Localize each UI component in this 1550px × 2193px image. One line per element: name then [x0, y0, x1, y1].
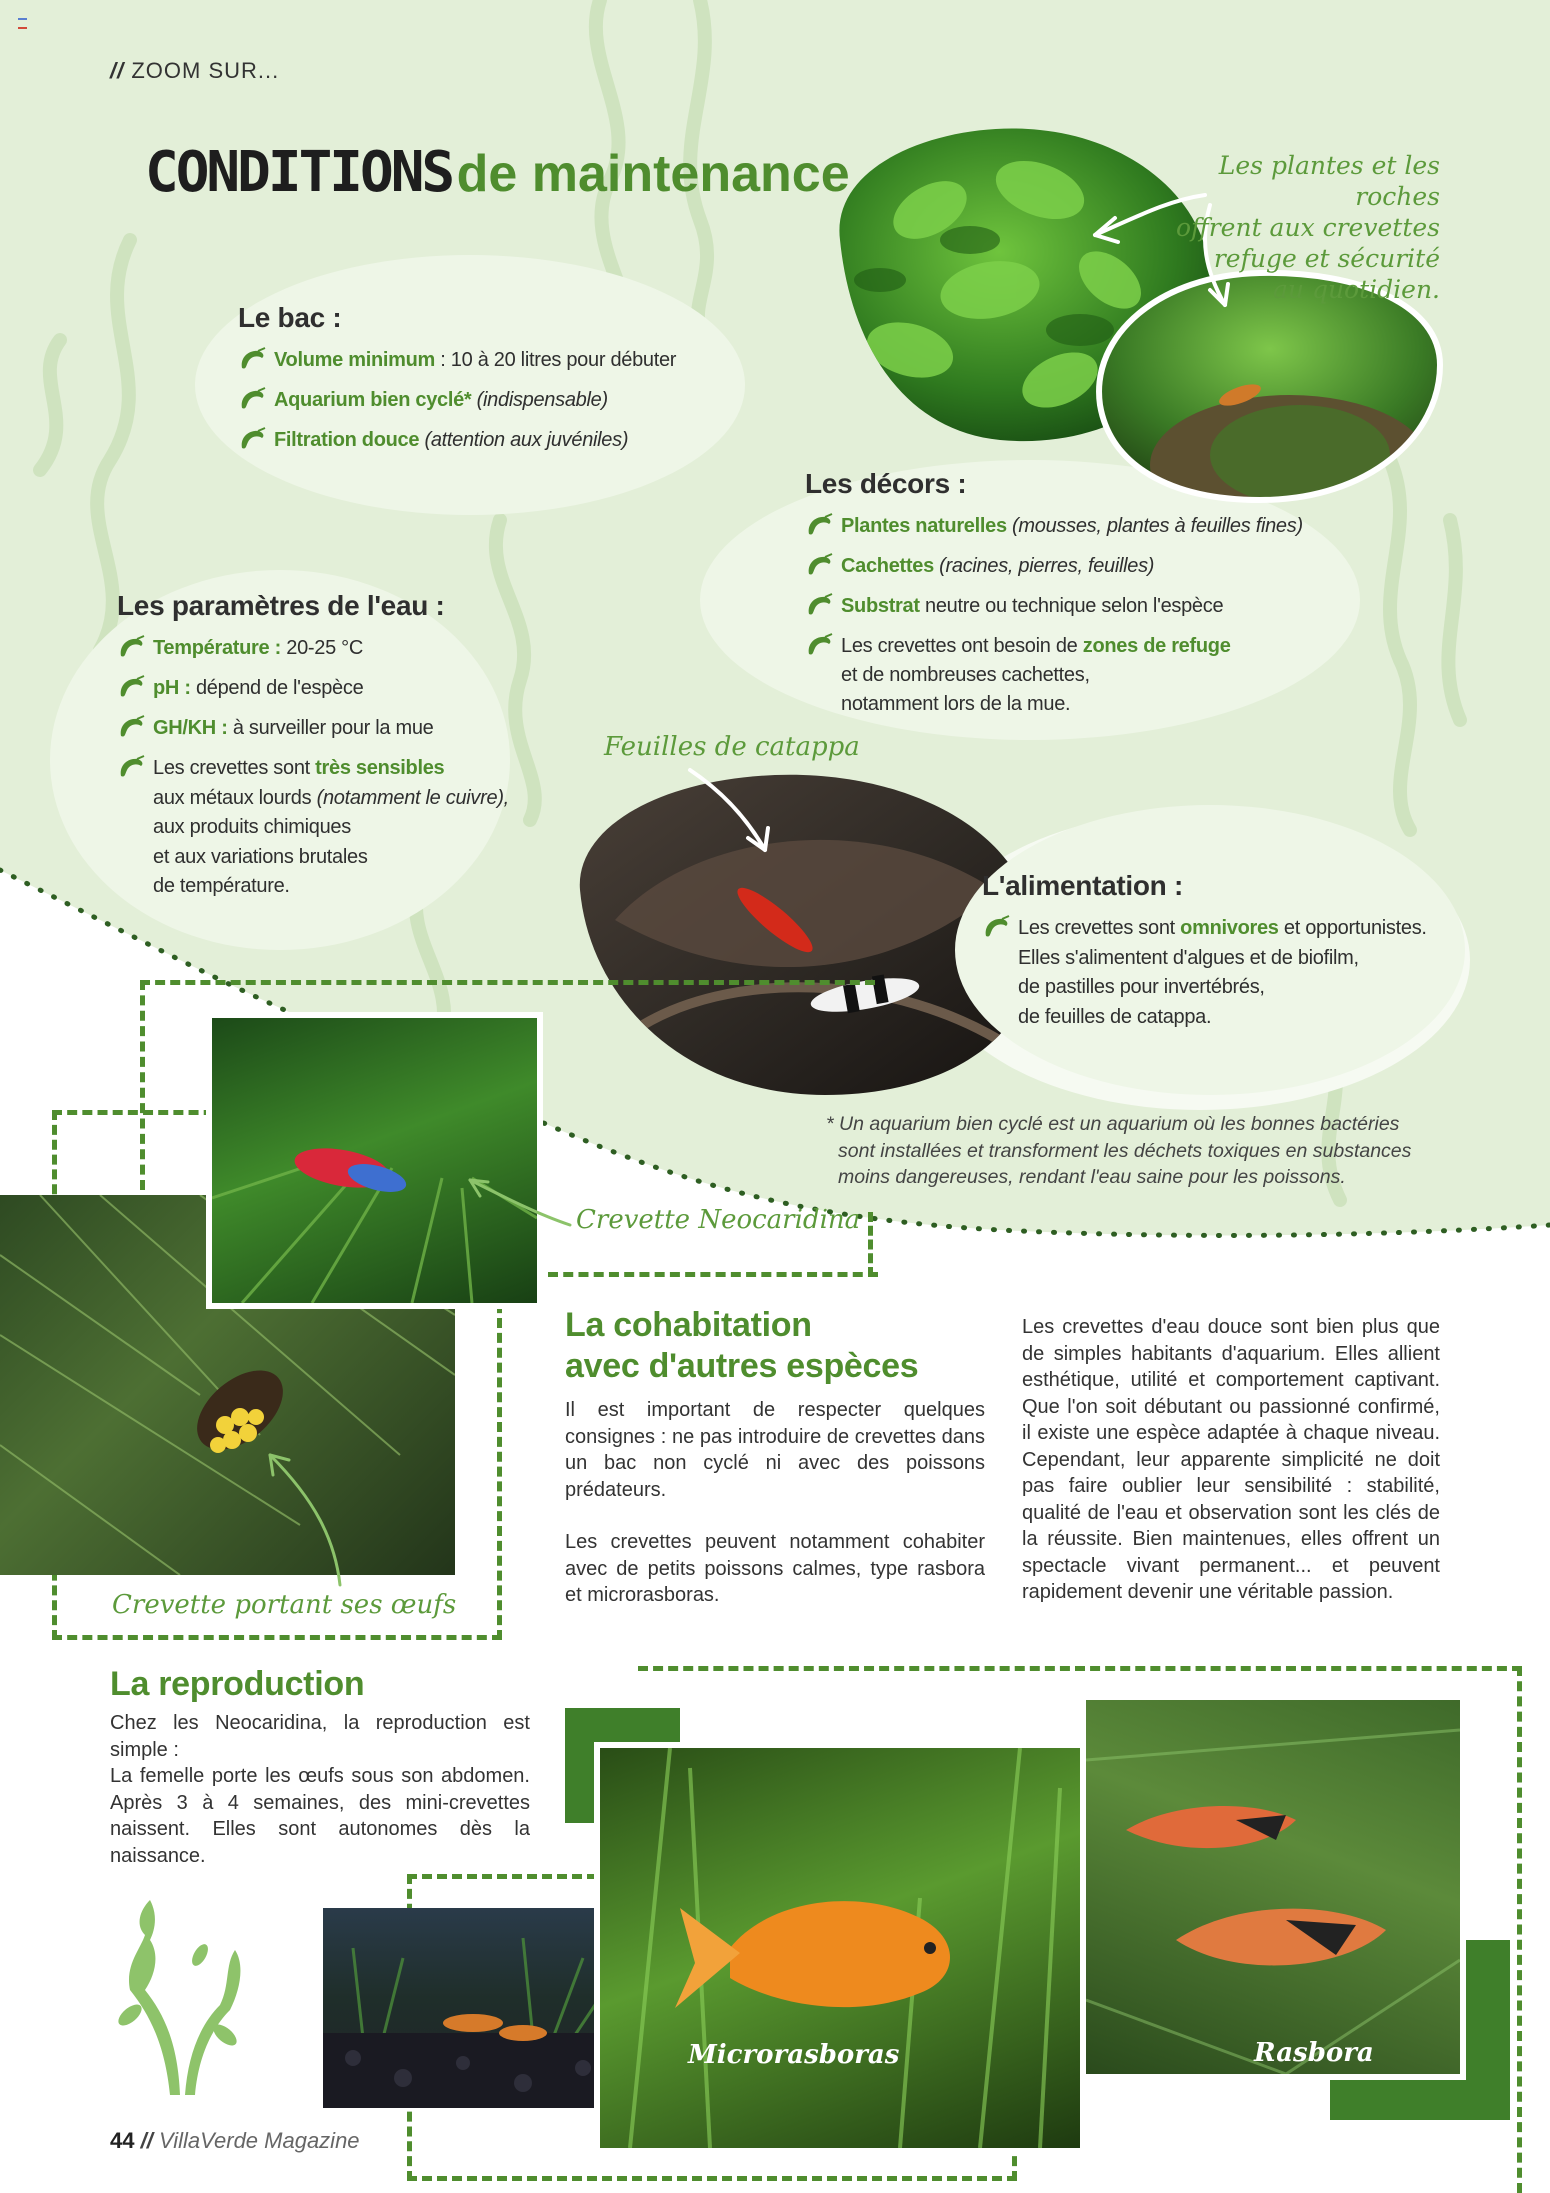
corner-mark	[18, 18, 27, 29]
dashed-frame	[868, 1212, 873, 1277]
bac-item-text: : 10 à 20 litres pour débuter	[435, 349, 677, 371]
eau-item	[117, 634, 577, 662]
footnote-line: moins dangereuses, rendant l'eau saine pour les poissons.	[838, 1166, 1346, 1188]
decors-item	[805, 592, 1365, 620]
plants-caption-line: Les plantes et les roches	[1218, 151, 1440, 211]
shrimp-icon	[238, 426, 266, 454]
shrimp-icon	[238, 346, 266, 374]
shrimp-icon	[117, 634, 145, 662]
decors-item-text: neutre ou technique selon l'espèce	[919, 595, 1224, 617]
eau-item-text: à surveiller pour la mue	[227, 717, 434, 739]
eau-item-text: 20-25 °C	[281, 637, 364, 659]
bac-item	[238, 426, 738, 454]
eau-note-line: de température.	[153, 875, 290, 897]
decors-item-text: (racines, pierres, feuilles)	[933, 555, 1155, 577]
catappa-arrow	[680, 760, 790, 870]
decors-item-label: Substrat	[841, 595, 920, 617]
decors-note-line: et de nombreuses cachettes,	[841, 664, 1090, 686]
plants-caption	[1150, 150, 1440, 305]
rasbora-photo-art	[1086, 1700, 1460, 2074]
page-title-part2: de maintenance	[456, 145, 850, 203]
decors-heading: Les décors :	[805, 468, 967, 499]
shrimp-icon	[117, 674, 145, 702]
rasbora-photo	[1086, 1700, 1460, 2074]
catappa-caption: Feuilles de catappa	[604, 732, 860, 762]
header-section-label: ZOOM SUR...	[131, 58, 280, 83]
shrimp-icon	[805, 552, 833, 580]
alimentation-line: Elles s'alimentent d'algues et de biofilm,	[1018, 946, 1359, 969]
neocaridina-caption: Crevette Neocaridina	[576, 1205, 861, 1235]
eau-note-label: très sensibles	[315, 757, 445, 779]
decors-item	[805, 552, 1365, 580]
reproduction-paragraph: La femelle porte les œufs sous son abdomen. Après 3 à 4 semaines, des mini-crevettes naissent. Elles sont autonomes dès la naissance.	[110, 1765, 530, 1867]
header-slashes: //	[110, 58, 125, 83]
decors-note-label: zones de refuge	[1082, 635, 1231, 657]
bac-heading: Le bac :	[238, 302, 342, 333]
shrimp-gravel-photo	[323, 1908, 631, 2108]
plants-caption-line: au quotidien.	[1273, 275, 1440, 304]
shrimp-icon	[117, 714, 145, 742]
cohabitation-paragraph: Les crevettes peuvent notamment cohabiter avec de petits poissons calmes, type rasbora et microrasboras.	[565, 1531, 985, 1606]
decors-section	[805, 468, 1365, 731]
decors-item-text: (mousses, plantes à feuilles fines)	[1006, 515, 1303, 537]
cohabitation-title	[565, 1305, 985, 1387]
seaweed-icon	[110, 1895, 250, 2095]
conclusion-paragraph: Les crevettes d'eau douce sont bien plus que de simples habitants d'aquarium. Elles allient esthétique, utilité et comportement captivant. Que l'on soit débutant ou passionné confirmé, il existe une espèce adaptée à chaque niveau. Cependant, leur apparente simplicité ne doit pas faire oublier leur sensibilité : stabilité, qualité de l'eau et observation sont les clés de la réussite. Bien maintenues, elles offrent un spectacle vivant permanent... et peuvent rapidement devenir une véritable passion.	[1022, 1316, 1440, 1603]
neocaridina-photo	[212, 1018, 537, 1303]
eau-note-pre: Les crevettes sont	[153, 757, 316, 779]
plants-caption-line: offrent aux crevettes	[1175, 213, 1440, 242]
eggs-arrow	[255, 1440, 355, 1590]
dashed-frame	[1517, 1666, 1522, 2193]
cohabitation-section	[565, 1305, 985, 1609]
alimentation-line: de feuilles de catappa.	[1018, 1005, 1212, 1028]
footnote-line: sont installées et transforment les déchets toxiques en substances	[838, 1139, 1412, 1162]
bac-item-label: Aquarium bien cyclé*	[274, 389, 472, 411]
eau-note-line: et aux variations brutales	[153, 845, 368, 868]
shrimp-icon	[805, 512, 833, 540]
eau-note	[117, 754, 577, 902]
eau-item	[117, 674, 577, 702]
alimentation-item	[982, 914, 1462, 1032]
page-footer	[110, 2128, 360, 2154]
reproduction-section	[110, 1665, 530, 1869]
alimentation-post: et opportunistes.	[1278, 917, 1427, 939]
neocaridina-photo-art	[212, 1018, 537, 1303]
bac-item-label: Volume minimum	[274, 349, 436, 371]
decors-note-line: notamment lors de la mue.	[841, 693, 1071, 715]
page-number: 44	[110, 2128, 135, 2153]
eau-note-line: aux métaux lourds	[153, 786, 317, 809]
shrimp-gravel-photo-art	[323, 1908, 631, 2108]
alimentation-label: omnivores	[1180, 917, 1279, 939]
page-title-part1: CONDITIONS	[145, 140, 453, 205]
decors-note-pre: Les crevettes ont besoin de	[841, 635, 1083, 657]
eau-item	[117, 714, 577, 742]
shrimp-icon	[982, 914, 1010, 942]
bac-item	[238, 346, 738, 374]
alimentation-heading: L'alimentation :	[982, 870, 1183, 901]
decors-item	[805, 512, 1365, 540]
microrasboras-photo	[600, 1748, 1080, 2148]
neocaridina-arrow	[460, 1170, 580, 1240]
footnote	[826, 1111, 1411, 1191]
cohabitation-paragraph: Il est important de respecter quelques consignes : ne pas introduire de crevettes dans un bac non cyclé ni avec des poissons prédateurs.	[565, 1399, 985, 1501]
microrasboras-caption: Microrasboras	[688, 2040, 900, 2070]
eau-note-line: aux produits chimiques	[153, 816, 351, 838]
eau-item-text: dépend de l'espèce	[190, 677, 364, 699]
eau-item-label: Température :	[153, 637, 281, 659]
eggs-caption: Crevette portant ses œufs	[112, 1590, 457, 1620]
dashed-frame	[548, 1272, 878, 1277]
rasbora-caption: Rasbora	[1254, 2038, 1374, 2068]
dashed-frame	[638, 1666, 1522, 1671]
eau-section	[117, 590, 577, 914]
eau-item-label: GH/KH :	[153, 717, 228, 739]
eau-heading: Les paramètres de l'eau :	[117, 590, 445, 621]
eau-note-italic: (notamment le cuivre),	[316, 786, 509, 809]
reproduction-title: La reproduction	[110, 1665, 365, 1703]
decors-item-label: Cachettes	[841, 555, 934, 577]
plants-caption-line: refuge et sécurité	[1213, 244, 1440, 273]
bac-item-label: Filtration douce	[274, 429, 420, 451]
decors-item-label: Plantes naturelles	[841, 515, 1007, 537]
shrimp-icon	[805, 592, 833, 620]
bac-section	[238, 302, 738, 466]
footnote-line: * Un aquarium bien cyclé est un aquarium où les bonnes bactéries	[826, 1113, 1400, 1135]
page-title	[145, 140, 850, 205]
bac-item-text: (indispensable)	[471, 389, 608, 411]
eau-item-label: pH :	[153, 677, 191, 699]
microrasboras-photo-art	[600, 1748, 1080, 2148]
cohabitation-title-line: avec d'autres espèces	[565, 1347, 919, 1385]
cohabitation-title-line: La cohabitation	[565, 1306, 812, 1344]
alimentation-line: de pastilles pour invertébrés,	[1018, 976, 1265, 998]
shrimp-icon	[238, 386, 266, 414]
shrimp-icon	[117, 754, 145, 782]
alimentation-pre: Les crevettes sont	[1018, 917, 1181, 939]
section-header	[110, 58, 279, 84]
magazine-name: VillaVerde Magazine	[158, 2128, 360, 2153]
bac-item	[238, 386, 738, 414]
alimentation-section	[982, 870, 1462, 1044]
decors-note	[805, 632, 1365, 719]
reproduction-paragraph: Chez les Neocaridina, la reproduction est simple :	[110, 1712, 530, 1761]
footer-separator: //	[140, 2128, 153, 2153]
bac-item-text: (attention aux juvéniles)	[419, 429, 629, 451]
shrimp-icon	[805, 632, 833, 660]
